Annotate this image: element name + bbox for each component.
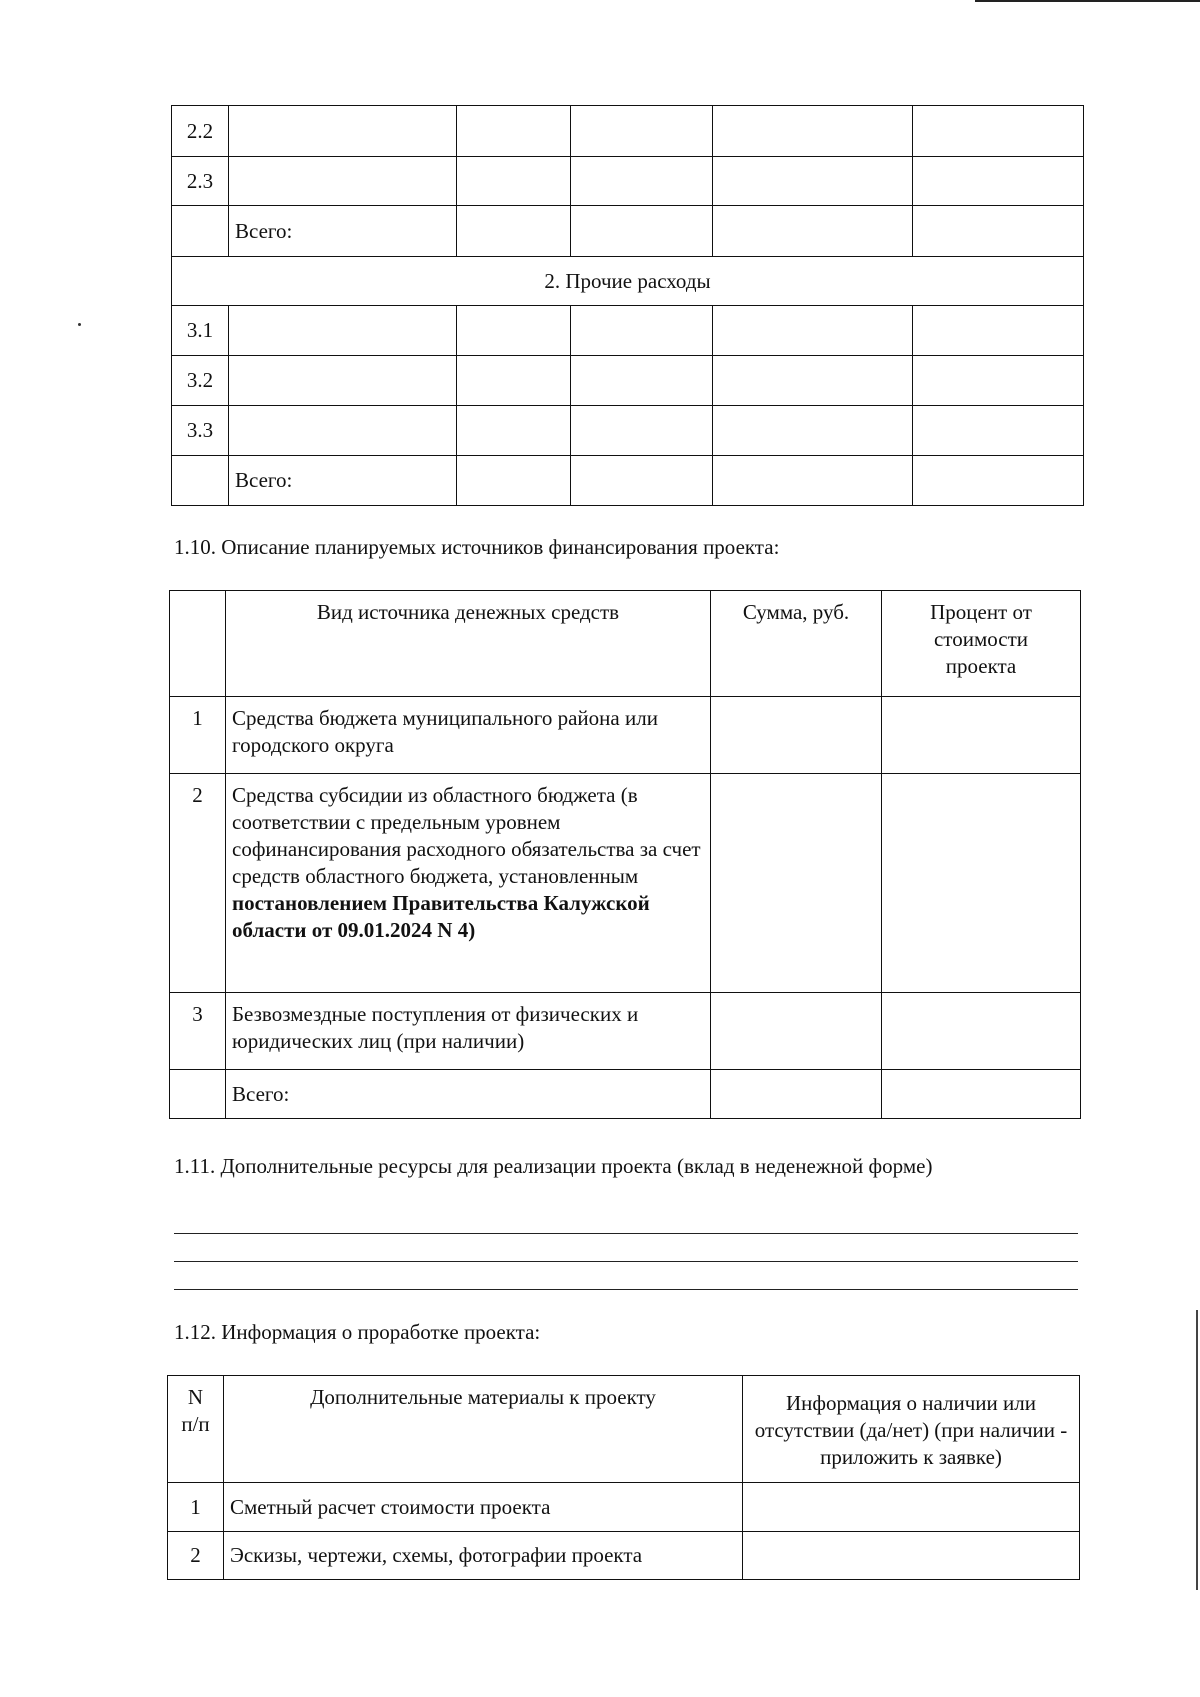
section-1-10-heading: 1.10. Описание планируемых источников финансирования проекта: xyxy=(174,535,780,559)
section-1-11-heading: 1.11. Дополнительные ресурсы для реализации проекта (вклад в неденежной форме) xyxy=(174,1154,933,1178)
blank-line xyxy=(174,1261,1078,1262)
empty-cell xyxy=(571,206,713,257)
empty-cell xyxy=(457,206,571,257)
empty-cell xyxy=(571,406,713,456)
empty-cell xyxy=(713,206,913,257)
row-number: 1 xyxy=(168,1483,224,1532)
empty-cell xyxy=(571,157,713,206)
empty-cell xyxy=(457,456,571,506)
row-text: Эскизы, чертежи, схемы, фотографии проекта xyxy=(224,1532,743,1580)
header-info: Информация о наличии или отсутствии (да/нет) (при наличии - приложить к заявке) xyxy=(743,1376,1080,1483)
empty-cell xyxy=(913,406,1084,456)
empty-cell xyxy=(913,306,1084,356)
sum-cell xyxy=(711,1070,882,1119)
row-text xyxy=(226,774,711,993)
percent-cell xyxy=(882,697,1081,774)
row-number xyxy=(170,1070,226,1119)
row-number xyxy=(172,206,229,257)
section-header: 2. Прочие расходы xyxy=(172,257,1084,306)
empty-cell xyxy=(713,306,913,356)
financing-sources-table xyxy=(169,590,1081,1119)
table-row xyxy=(172,406,1084,456)
table-row xyxy=(170,697,1081,774)
row-text: Всего: xyxy=(226,1070,711,1119)
empty-cell xyxy=(571,456,713,506)
row-text-plain: Средства субсидии из областного бюджета (в соответствии с предельным уровнем софинансирования расходного обязательства за счет средств областного бюджета, установленным xyxy=(232,783,701,888)
budget-table xyxy=(171,105,1084,506)
table-row xyxy=(170,1070,1081,1119)
empty-cell xyxy=(571,106,713,157)
row-text: Безвозмездные поступления от физических и юридических лиц (при наличии) xyxy=(226,993,711,1070)
empty-cell xyxy=(571,306,713,356)
empty-cell xyxy=(713,106,913,157)
empty-cell xyxy=(913,206,1084,257)
table-row xyxy=(168,1532,1080,1580)
table-header-row xyxy=(170,591,1081,697)
row-label xyxy=(229,306,457,356)
empty-cell xyxy=(713,157,913,206)
table-row xyxy=(172,106,1084,157)
row-label xyxy=(229,406,457,456)
header-num xyxy=(170,591,226,697)
blank-line xyxy=(174,1289,1078,1290)
percent-cell xyxy=(882,993,1081,1070)
row-number: 2 xyxy=(170,774,226,993)
sum-cell xyxy=(711,697,882,774)
row-number xyxy=(172,456,229,506)
row-text-bold: постановлением Правительства Калужской области от 09.01.2024 N 4) xyxy=(232,891,650,942)
empty-cell xyxy=(913,356,1084,406)
table-row xyxy=(170,774,1081,993)
row-number: 2.2 xyxy=(172,106,229,157)
percent-cell xyxy=(882,1070,1081,1119)
table-row xyxy=(170,993,1081,1070)
row-label: Всего: xyxy=(229,206,457,257)
row-text: Сметный расчет стоимости проекта xyxy=(224,1483,743,1532)
empty-cell xyxy=(913,106,1084,157)
scan-speck xyxy=(78,323,81,326)
empty-cell xyxy=(913,456,1084,506)
row-number: 1 xyxy=(170,697,226,774)
project-materials-table xyxy=(167,1375,1080,1580)
info-cell xyxy=(743,1483,1080,1532)
header-source: Вид источника денежных средств xyxy=(226,591,711,697)
blank-line xyxy=(174,1233,1078,1234)
section-header-row xyxy=(172,257,1084,306)
row-number: 3.3 xyxy=(172,406,229,456)
row-number: 2.3 xyxy=(172,157,229,206)
scan-edge-line xyxy=(975,0,1200,2)
row-label xyxy=(229,356,457,406)
row-label xyxy=(229,157,457,206)
header-num: N п/п xyxy=(168,1376,224,1483)
empty-cell xyxy=(713,406,913,456)
empty-cell xyxy=(457,306,571,356)
row-number: 3.1 xyxy=(172,306,229,356)
row-number: 3 xyxy=(170,993,226,1070)
table-row xyxy=(168,1483,1080,1532)
table-row xyxy=(172,306,1084,356)
empty-cell xyxy=(713,356,913,406)
empty-cell xyxy=(457,406,571,456)
row-number: 3.2 xyxy=(172,356,229,406)
row-text: Средства бюджета муниципального района или городского округа xyxy=(226,697,711,774)
table-row xyxy=(172,157,1084,206)
table-row xyxy=(172,206,1084,257)
empty-cell xyxy=(457,356,571,406)
table-row xyxy=(172,356,1084,406)
empty-cell xyxy=(457,157,571,206)
section-1-12-heading: 1.12. Информация о проработке проекта: xyxy=(174,1320,541,1344)
scan-edge-shadow xyxy=(1196,1310,1198,1590)
percent-cell xyxy=(882,774,1081,993)
row-number: 2 xyxy=(168,1532,224,1580)
empty-cell xyxy=(457,106,571,157)
table-header-row xyxy=(168,1376,1080,1483)
row-label xyxy=(229,106,457,157)
sum-cell xyxy=(711,993,882,1070)
table-row xyxy=(172,456,1084,506)
header-materials: Дополнительные материалы к проекту xyxy=(224,1376,743,1483)
empty-cell xyxy=(913,157,1084,206)
header-sum: Сумма, руб. xyxy=(711,591,882,697)
empty-cell xyxy=(571,356,713,406)
sum-cell xyxy=(711,774,882,993)
info-cell xyxy=(743,1532,1080,1580)
header-percent: Процент от стоимости проекта xyxy=(882,591,1081,697)
empty-cell xyxy=(713,456,913,506)
row-label: Всего: xyxy=(229,456,457,506)
